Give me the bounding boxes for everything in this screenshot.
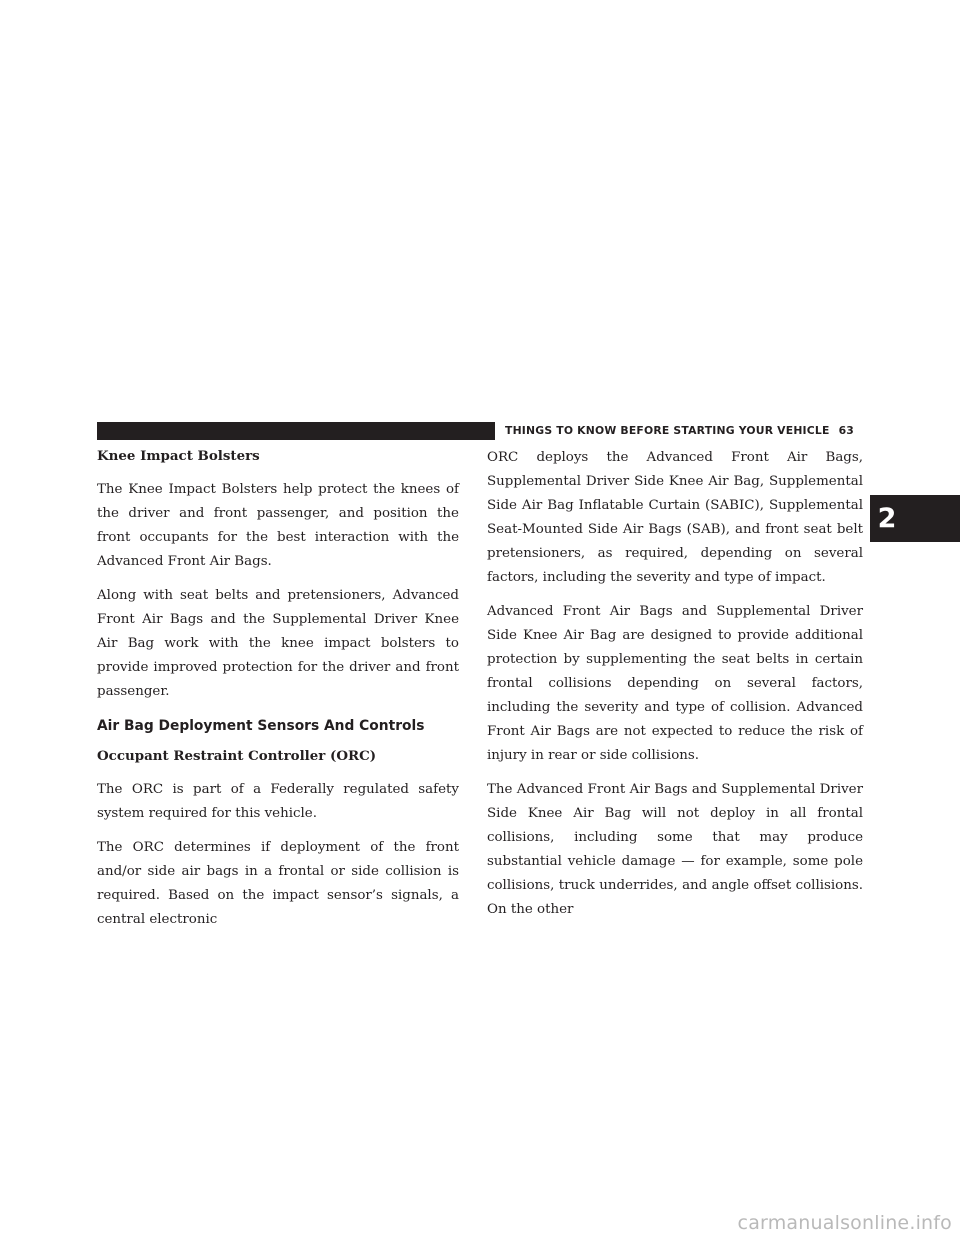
deployment-sensors-heading: Air Bag Deployment Sensors And Controls bbox=[97, 718, 425, 734]
page-number: 63 bbox=[838, 424, 854, 437]
left-column bbox=[97, 444, 459, 942]
knee-bolsters-heading: Knee Impact Bolsters bbox=[97, 448, 260, 464]
orc-deploys-paragraph: ORC deploys the Advanced Front Air Bags, Supplemental Driver Side Knee Air Bag, Supplemental Side Air Bag Inflatable Curtain (SABIC), Supplemental Seat-Mounted Side Air Bags (SAB), and front seat belt pretensioners, as required, depending on several factors, including the severity and type of impact. bbox=[487, 450, 863, 585]
right-column bbox=[487, 446, 863, 932]
orc-paragraph-1: The ORC is part of a Federally regulated safety system required for this vehicle. bbox=[97, 782, 459, 821]
header-rule-bar bbox=[97, 422, 495, 440]
not-deploy-paragraph: The Advanced Front Air Bags and Supplemental Driver Side Knee Air Bag will not deploy in all frontal collisions, including some that may produce substantial vehicle damage — for example, some pole collisions, truck underrides, and angle offset collisions. On the other bbox=[487, 782, 863, 917]
air-bags-design-paragraph: Advanced Front Air Bags and Supplemental Driver Side Knee Air Bag are designed to provide additional protection by supplementing the seat belts in certain frontal collisions depending on several factors, including the severity and type of collision. Advanced Front Air Bags are not expected to reduce the risk of injury in rear or side collisions. bbox=[487, 604, 863, 763]
running-header-title: THINGS TO KNOW BEFORE STARTING YOUR VEHICLE bbox=[505, 424, 830, 437]
watermark-text: carmanualsonline.info bbox=[737, 1212, 952, 1234]
knee-bolsters-paragraph-2: Along with seat belts and pretensioners, Advanced Front Air Bags and the Supplemental Driver Knee Air Bag work with the knee impact bolsters to provide improved protection for the driver and front passenger. bbox=[97, 588, 459, 699]
chapter-tab-strip bbox=[904, 495, 960, 542]
orc-heading: Occupant Restraint Controller (ORC) bbox=[97, 748, 377, 764]
orc-paragraph-2: The ORC determines if deployment of the front and/or side air bags in a frontal or side collision is required. Based on the impact sensor’s signals, a central electronic bbox=[97, 840, 459, 927]
knee-bolsters-paragraph-1: The Knee Impact Bolsters help protect the knees of the driver and front passenger, and position the front occupants for the best interaction with the Advanced Front Air Bags. bbox=[97, 482, 459, 569]
chapter-tab bbox=[870, 495, 960, 542]
chapter-number: 2 bbox=[870, 495, 904, 542]
running-header bbox=[505, 422, 854, 440]
